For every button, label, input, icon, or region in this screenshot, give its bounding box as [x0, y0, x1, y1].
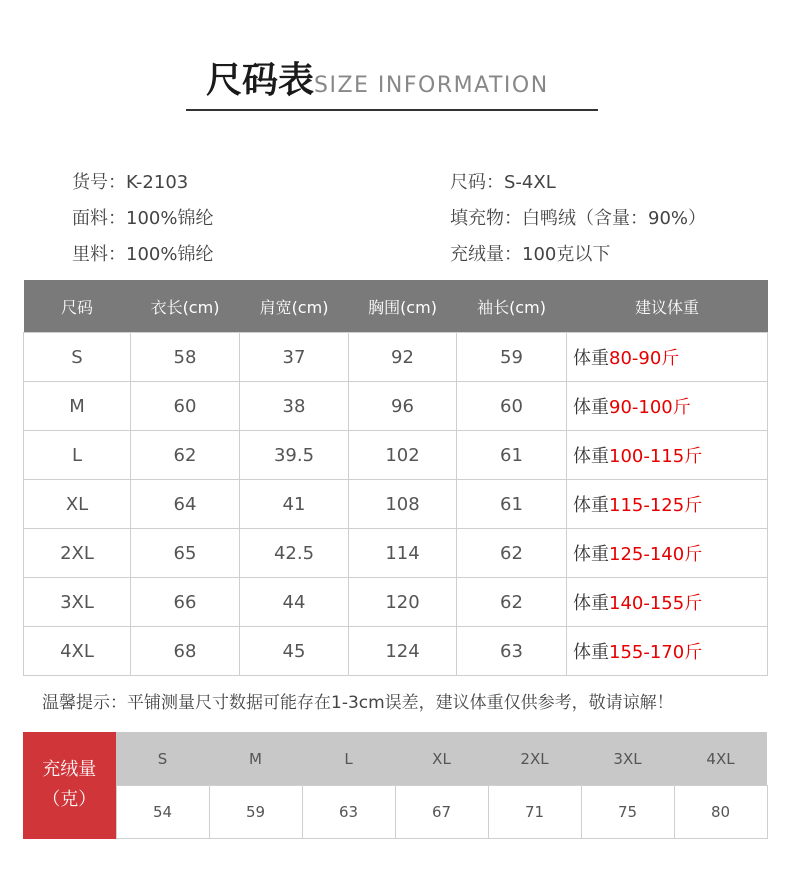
size-table	[23, 280, 768, 676]
title-english: SIZE INFORMATION	[314, 73, 549, 98]
cell-chest: 124	[349, 627, 457, 676]
down-size-header: 2XL	[488, 732, 581, 786]
table-row	[24, 578, 768, 627]
cell-sleeve: 61	[457, 431, 567, 480]
size-table-header	[24, 280, 768, 333]
cell-weight	[567, 382, 768, 431]
down-size-header: XL	[395, 732, 488, 786]
table-row	[24, 627, 768, 676]
weight-range: 125-140斤	[609, 544, 703, 565]
weight-range: 100-115斤	[609, 446, 703, 467]
down-fill-label	[23, 732, 116, 839]
weight-prefix: 体重	[573, 397, 609, 418]
weight-range: 155-170斤	[609, 642, 703, 663]
down-fill-value: 54	[116, 786, 209, 839]
cell-weight	[567, 333, 768, 382]
cell-size: L	[24, 431, 131, 480]
down-fill-value: 71	[488, 786, 581, 839]
weight-range: 115-125斤	[609, 495, 703, 516]
down-fill-value: 63	[302, 786, 395, 839]
title-underline	[186, 109, 598, 111]
down-fill-value: 80	[674, 786, 767, 839]
filling-info: 填充物：白鸭绒（含量：90%）	[450, 208, 707, 229]
cell-weight	[567, 431, 768, 480]
cell-shoulder: 37	[240, 333, 349, 382]
weight-prefix: 体重	[573, 495, 609, 516]
table-row	[24, 529, 768, 578]
down-fill-label-line2: （克）	[42, 789, 97, 811]
header-shoulder: 肩宽(cm)	[240, 280, 349, 333]
header-size: 尺码	[24, 280, 131, 333]
cell-weight	[567, 529, 768, 578]
cell-shoulder: 41	[240, 480, 349, 529]
table-row	[24, 382, 768, 431]
header-sleeve: 袖长(cm)	[457, 280, 567, 333]
down-fill-label-line1: 充绒量	[42, 759, 97, 781]
cell-sleeve: 61	[457, 480, 567, 529]
header-length: 衣长(cm)	[131, 280, 240, 333]
cell-shoulder: 38	[240, 382, 349, 431]
cell-sleeve: 59	[457, 333, 567, 382]
cell-weight	[567, 627, 768, 676]
cell-shoulder: 45	[240, 627, 349, 676]
header-chest: 胸围(cm)	[349, 280, 457, 333]
cell-sleeve: 62	[457, 578, 567, 627]
cell-size: 2XL	[24, 529, 131, 578]
cell-length: 62	[131, 431, 240, 480]
down-size-header: 3XL	[581, 732, 674, 786]
title-chinese: 尺码表	[206, 60, 315, 101]
cell-size: M	[24, 382, 131, 431]
table-row	[24, 480, 768, 529]
table-row	[24, 431, 768, 480]
cell-size: XL	[24, 480, 131, 529]
fabric-info: 面料：100%锦纶	[72, 208, 214, 229]
cell-shoulder: 44	[240, 578, 349, 627]
weight-prefix: 体重	[573, 642, 609, 663]
cell-chest: 92	[349, 333, 457, 382]
down-size-header: S	[116, 732, 209, 786]
down-size-header: 4XL	[674, 732, 767, 786]
weight-prefix: 体重	[573, 544, 609, 565]
cell-length: 66	[131, 578, 240, 627]
weight-range: 90-100斤	[609, 397, 691, 418]
down-fill-value: 59	[209, 786, 302, 839]
cell-weight	[567, 480, 768, 529]
down-fill-value: 67	[395, 786, 488, 839]
measurement-note: 温馨提示：平铺测量尺寸数据可能存在1-3cm误差，建议体重仅供参考，敬请谅解！	[42, 693, 674, 713]
item-number: 货号：K-2103	[72, 172, 189, 193]
weight-prefix: 体重	[573, 593, 609, 614]
down-fill-size-row	[23, 732, 767, 786]
weight-range: 140-155斤	[609, 593, 703, 614]
down-size-header: L	[302, 732, 395, 786]
size-range: 尺码：S-4XL	[450, 172, 556, 193]
page-title	[206, 52, 549, 103]
cell-sleeve: 62	[457, 529, 567, 578]
cell-length: 58	[131, 333, 240, 382]
cell-chest: 102	[349, 431, 457, 480]
down-fill-table	[23, 732, 768, 839]
cell-chest: 96	[349, 382, 457, 431]
lining-info: 里料：100%锦纶	[72, 244, 214, 265]
cell-chest: 120	[349, 578, 457, 627]
down-size-header: M	[209, 732, 302, 786]
cell-sleeve: 60	[457, 382, 567, 431]
cell-shoulder: 39.5	[240, 431, 349, 480]
fill-amount-info: 充绒量：100克以下	[450, 244, 611, 265]
weight-range: 80-90斤	[609, 348, 680, 369]
header-weight: 建议体重	[567, 280, 768, 333]
cell-chest: 114	[349, 529, 457, 578]
cell-sleeve: 63	[457, 627, 567, 676]
cell-size: 3XL	[24, 578, 131, 627]
cell-shoulder: 42.5	[240, 529, 349, 578]
down-fill-value-row	[23, 786, 767, 839]
weight-prefix: 体重	[573, 348, 609, 369]
cell-size: S	[24, 333, 131, 382]
table-row	[24, 333, 768, 382]
cell-length: 68	[131, 627, 240, 676]
cell-weight	[567, 578, 768, 627]
weight-prefix: 体重	[573, 446, 609, 467]
cell-length: 60	[131, 382, 240, 431]
cell-size: 4XL	[24, 627, 131, 676]
cell-chest: 108	[349, 480, 457, 529]
cell-length: 64	[131, 480, 240, 529]
cell-length: 65	[131, 529, 240, 578]
down-fill-value: 75	[581, 786, 674, 839]
